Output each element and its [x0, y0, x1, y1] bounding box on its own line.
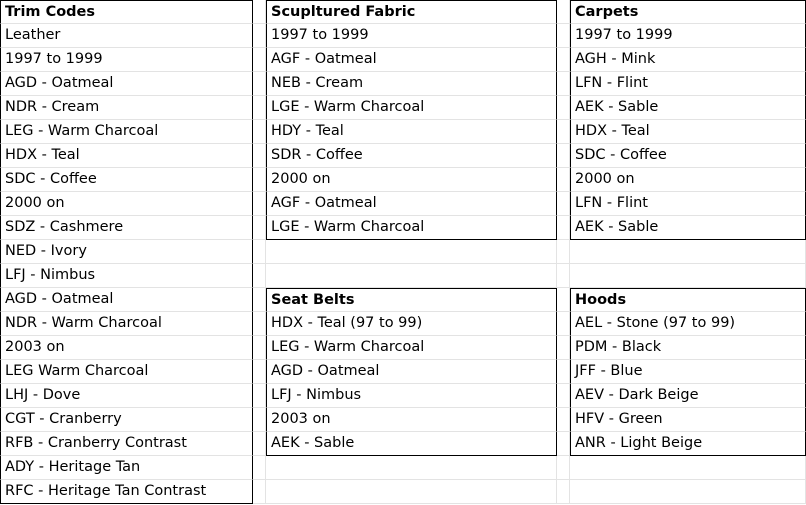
empty-cell[interactable]	[557, 336, 570, 360]
hoods-cell[interactable]: JFF - Blue	[570, 360, 806, 384]
sculptured-fabric-header[interactable]: Scupltured Fabric	[266, 0, 557, 24]
empty-cell[interactable]	[557, 96, 570, 120]
carpets-cell[interactable]: LFN - Flint	[570, 192, 806, 216]
carpets-cell[interactable]: HDX - Teal	[570, 120, 806, 144]
empty-cell[interactable]	[557, 216, 570, 240]
empty-cell[interactable]	[557, 144, 570, 168]
empty-cell[interactable]	[266, 240, 557, 264]
trim-codes-cell[interactable]: AGD - Oatmeal	[0, 72, 253, 96]
trim-codes-cell[interactable]: CGT - Cranberry	[0, 408, 253, 432]
empty-cell[interactable]	[253, 432, 266, 456]
empty-cell[interactable]	[253, 360, 266, 384]
sculptured-fabric-cell[interactable]: LGE - Warm Charcoal	[266, 96, 557, 120]
trim-codes-header[interactable]: Trim Codes	[0, 0, 253, 24]
trim-codes-cell[interactable]: NDR - Cream	[0, 96, 253, 120]
empty-cell[interactable]	[266, 480, 557, 504]
sculptured-fabric-cell[interactable]: SDR - Coffee	[266, 144, 557, 168]
empty-cell[interactable]	[557, 120, 570, 144]
empty-cell[interactable]	[570, 456, 806, 480]
carpets-cell[interactable]: 2000 on	[570, 168, 806, 192]
empty-cell[interactable]	[266, 264, 557, 288]
trim-codes-cell[interactable]: ADY - Heritage Tan	[0, 456, 253, 480]
hoods-cell[interactable]: PDM - Black	[570, 336, 806, 360]
seat-belts-cell[interactable]: HDX - Teal (97 to 99)	[266, 312, 557, 336]
trim-codes-cell[interactable]: 1997 to 1999	[0, 48, 253, 72]
empty-cell[interactable]	[253, 144, 266, 168]
seat-belts-cell[interactable]: LEG - Warm Charcoal	[266, 336, 557, 360]
trim-codes-cell[interactable]: Leather	[0, 24, 253, 48]
sculptured-fabric-cell[interactable]: HDY - Teal	[266, 120, 557, 144]
empty-cell[interactable]	[557, 48, 570, 72]
empty-cell[interactable]	[253, 216, 266, 240]
trim-codes-cell[interactable]: SDC - Coffee	[0, 168, 253, 192]
empty-cell[interactable]	[253, 456, 266, 480]
trim-codes-cell[interactable]: 2000 on	[0, 192, 253, 216]
empty-cell[interactable]	[253, 96, 266, 120]
empty-cell[interactable]	[557, 264, 570, 288]
empty-cell[interactable]	[557, 408, 570, 432]
empty-cell[interactable]	[557, 432, 570, 456]
empty-cell[interactable]	[253, 240, 266, 264]
trim-codes-cell[interactable]: NED - Ivory	[0, 240, 253, 264]
seat-belts-cell[interactable]: AGD - Oatmeal	[266, 360, 557, 384]
empty-cell[interactable]	[253, 384, 266, 408]
empty-cell[interactable]	[570, 264, 806, 288]
carpets-header[interactable]: Carpets	[570, 0, 806, 24]
empty-cell[interactable]	[557, 312, 570, 336]
trim-codes-cell[interactable]: NDR - Warm Charcoal	[0, 312, 253, 336]
hoods-cell[interactable]: AEL - Stone (97 to 99)	[570, 312, 806, 336]
carpets-cell[interactable]: LFN - Flint	[570, 72, 806, 96]
seat-belts-header[interactable]: Seat Belts	[266, 288, 557, 312]
hoods-cell[interactable]: HFV - Green	[570, 408, 806, 432]
hoods-cell[interactable]: ANR - Light Beige	[570, 432, 806, 456]
empty-cell[interactable]	[557, 0, 570, 24]
trim-codes-cell[interactable]: LFJ - Nimbus	[0, 264, 253, 288]
empty-cell[interactable]	[253, 168, 266, 192]
empty-cell[interactable]	[557, 72, 570, 96]
trim-codes-cell[interactable]: LHJ - Dove	[0, 384, 253, 408]
empty-cell[interactable]	[253, 336, 266, 360]
seat-belts-cell[interactable]: LFJ - Nimbus	[266, 384, 557, 408]
empty-cell[interactable]	[557, 240, 570, 264]
empty-cell[interactable]	[557, 168, 570, 192]
empty-cell[interactable]	[557, 288, 570, 312]
empty-cell[interactable]	[557, 192, 570, 216]
seat-belts-cell[interactable]: AEK - Sable	[266, 432, 557, 456]
empty-cell[interactable]	[253, 288, 266, 312]
carpets-cell[interactable]: SDC - Coffee	[570, 144, 806, 168]
trim-codes-cell[interactable]: LEG - Warm Charcoal	[0, 120, 253, 144]
sculptured-fabric-cell[interactable]: AGF - Oatmeal	[266, 192, 557, 216]
empty-cell[interactable]	[570, 480, 806, 504]
carpets-cell[interactable]: 1997 to 1999	[570, 24, 806, 48]
trim-codes-cell[interactable]: AGD - Oatmeal	[0, 288, 253, 312]
empty-cell[interactable]	[253, 120, 266, 144]
empty-cell[interactable]	[557, 480, 570, 504]
sculptured-fabric-cell[interactable]: AGF - Oatmeal	[266, 48, 557, 72]
sculptured-fabric-cell[interactable]: 1997 to 1999	[266, 24, 557, 48]
empty-cell[interactable]	[253, 312, 266, 336]
empty-cell[interactable]	[253, 24, 266, 48]
empty-cell[interactable]	[253, 72, 266, 96]
empty-cell[interactable]	[253, 0, 266, 24]
empty-cell[interactable]	[253, 408, 266, 432]
empty-cell[interactable]	[253, 48, 266, 72]
trim-codes-cell[interactable]: 2003 on	[0, 336, 253, 360]
empty-cell[interactable]	[557, 360, 570, 384]
empty-cell[interactable]	[253, 192, 266, 216]
trim-codes-cell[interactable]: HDX - Teal	[0, 144, 253, 168]
sculptured-fabric-cell[interactable]: 2000 on	[266, 168, 557, 192]
trim-codes-cell[interactable]: LEG Warm Charcoal	[0, 360, 253, 384]
sculptured-fabric-cell[interactable]: NEB - Cream	[266, 72, 557, 96]
carpets-cell[interactable]: AEK - Sable	[570, 216, 806, 240]
empty-cell[interactable]	[557, 24, 570, 48]
empty-cell[interactable]	[266, 456, 557, 480]
hoods-header[interactable]: Hoods	[570, 288, 806, 312]
empty-cell[interactable]	[570, 240, 806, 264]
carpets-cell[interactable]: AEK - Sable	[570, 96, 806, 120]
trim-codes-cell[interactable]: SDZ - Cashmere	[0, 216, 253, 240]
empty-cell[interactable]	[253, 480, 266, 504]
seat-belts-cell[interactable]: 2003 on	[266, 408, 557, 432]
empty-cell[interactable]	[557, 456, 570, 480]
sculptured-fabric-cell[interactable]: LGE - Warm Charcoal	[266, 216, 557, 240]
trim-codes-cell[interactable]: RFB - Cranberry Contrast	[0, 432, 253, 456]
carpets-cell[interactable]: AGH - Mink	[570, 48, 806, 72]
trim-codes-cell[interactable]: RFC - Heritage Tan Contrast	[0, 480, 253, 504]
empty-cell[interactable]	[557, 384, 570, 408]
empty-cell[interactable]	[253, 264, 266, 288]
hoods-cell[interactable]: AEV - Dark Beige	[570, 384, 806, 408]
